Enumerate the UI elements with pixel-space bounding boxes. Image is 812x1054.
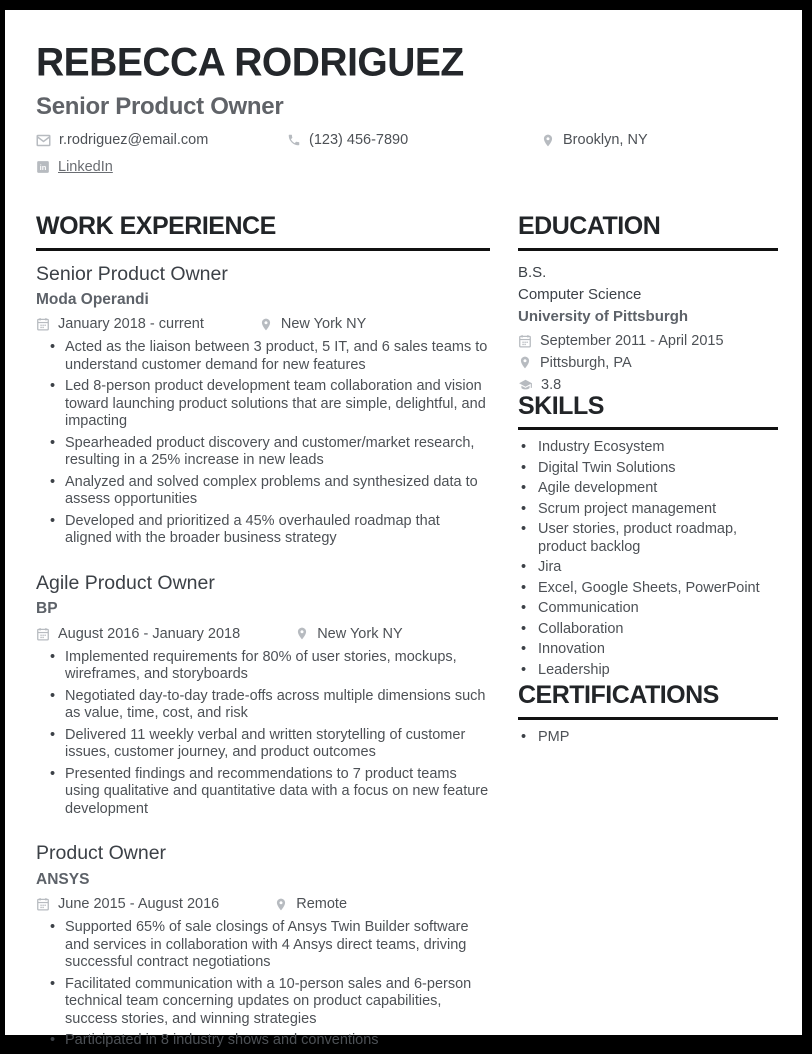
email-icon (36, 133, 51, 148)
job-dates-text: August 2016 - January 2018 (58, 625, 241, 642)
location-pin-icon (295, 626, 309, 641)
bullet-item: • Delivered 11 weekly verbal and written storytelling of customer issues, customer journey, and product outcomes (36, 727, 490, 762)
certification-item: • PMP (518, 729, 778, 747)
education-dates-text: September 2011 - April 2015 (540, 332, 724, 349)
skill-item: • User stories, product roadmap, product backlog (518, 521, 778, 556)
company-name: BP (36, 600, 58, 618)
job-location-text: Remote (296, 896, 348, 913)
sidebar-column (518, 213, 778, 1054)
education-entry (518, 262, 778, 393)
education-gpa-text: 3.8 (541, 376, 562, 393)
calendar-icon (36, 317, 50, 331)
resume-columns (36, 213, 802, 1054)
contact-phone-text: (123) 456-7890 (309, 132, 409, 148)
calendar-icon (36, 627, 50, 641)
bullet-item: • Supported 65% of sale closings of Ansys Twin Builder software and services in collaboration with 4 Ansys direct teams, driving successful contract negotiations (36, 919, 490, 972)
bullet-item: • Spearheaded product discovery and customer/market research, resulting in a 25% increase in new leads (36, 435, 490, 470)
linkedin-icon (36, 160, 50, 174)
svg-text:in: in (39, 163, 47, 173)
bullet-item: • Led 8-person product development team collaboration and vision toward launching product solutions that are simple, delightful, and impacting (36, 378, 490, 431)
work-experience-column (36, 213, 490, 1054)
bullet-item: • Negotiated day-to-day trade-offs across multiple dimensions such as value, time, cost, and risk (36, 688, 490, 723)
bullet-item: • Developed and prioritized a 45% overhauled roadmap that aligned with the broader business strategy (36, 513, 490, 548)
contact-location-text: Brooklyn, NY (563, 132, 648, 148)
bullet-item: • Facilitated communication with a 10-person sales and 6-person technical team concerning updates on product capabilities, success stories, and winning strategies (36, 976, 490, 1029)
resume-header (36, 40, 802, 175)
linkedin-link[interactable]: LinkedIn (58, 159, 113, 175)
company-name: Moda Operandi (36, 290, 149, 308)
job-dates-text: June 2015 - August 2016 (58, 896, 220, 913)
work-experience-heading: WORK EXPERIENCE (36, 213, 490, 251)
certifications-list (518, 729, 778, 747)
skill-item: • Communication (518, 600, 778, 618)
job-location (259, 316, 366, 332)
skills-heading: SKILLS (518, 393, 778, 431)
job-entry-moda-operandi (36, 263, 490, 548)
job-bullet-list (36, 649, 490, 819)
education-location-text: Pittsburgh, PA (540, 354, 632, 371)
phone-icon (287, 133, 301, 147)
job-title: Agile Product Owner (36, 571, 215, 594)
job-title: Product Owner (36, 842, 167, 865)
skill-item: • Jira (518, 559, 778, 577)
job-title: Senior Product Owner (36, 262, 228, 285)
job-meta (36, 896, 490, 912)
location-pin-icon (259, 317, 273, 332)
bullet-item: • Participated in 8 industry shows and conventions (36, 1032, 490, 1050)
education-dates (518, 333, 778, 349)
company-name: ANSYS (36, 870, 90, 888)
job-meta (36, 316, 490, 332)
skill-item: • Collaboration (518, 621, 778, 639)
job-location-text: New York NY (280, 316, 367, 333)
bullet-item: • Presented findings and recommendations to 7 product teams using qualitative and quantitative data with a focus on new feature development (36, 766, 490, 819)
job-location-text: New York NY (317, 625, 403, 642)
skills-list (518, 439, 778, 679)
bullet-item: • Implemented requirements for 80% of user stories, mockups, wireframes, and storyboards (36, 649, 490, 684)
resume-page (5, 10, 802, 1049)
candidate-title: Senior Product Owner (36, 93, 284, 120)
skill-item: • Leadership (518, 662, 778, 680)
job-bullet-list (36, 339, 490, 548)
calendar-icon (518, 334, 532, 348)
skill-item: • Digital Twin Solutions (518, 460, 778, 478)
job-location (274, 896, 347, 912)
location-pin-icon (541, 133, 555, 148)
skill-item: • Innovation (518, 641, 778, 659)
resume-content (5, 10, 802, 1054)
skill-item: • Scrum project management (518, 501, 778, 519)
education-school: University of Pittsburgh (518, 307, 689, 325)
job-location (295, 626, 402, 642)
education-location (518, 355, 778, 371)
certifications-heading: CERTIFICATIONS (518, 682, 778, 720)
job-meta (36, 626, 490, 642)
education-heading: EDUCATION (518, 213, 778, 251)
job-entry-ansys (36, 842, 490, 1049)
bullet-item: • Acted as the liaison between 3 product, 5 IT, and 6 sales teams to understand customer demand for new features (36, 339, 490, 374)
location-pin-icon (274, 897, 288, 912)
candidate-name: REBECCA RODRIGUEZ (36, 40, 464, 85)
job-dates (36, 316, 204, 332)
contact-location (541, 132, 648, 148)
education-field: Computer Science (518, 285, 642, 303)
job-bullet-list (36, 919, 490, 1050)
education-degree: B.S. (518, 263, 547, 281)
calendar-icon (36, 897, 50, 911)
skill-item: • Agile development (518, 480, 778, 498)
bullet-item: • Analyzed and solved complex problems and synthesized data to assess opportunities (36, 474, 490, 509)
contact-linkedin (36, 159, 113, 175)
job-dates (36, 626, 240, 642)
contact-row-2 (36, 159, 802, 175)
skill-item: • Excel, Google Sheets, PowerPoint (518, 580, 778, 598)
education-gpa (518, 377, 778, 393)
contact-email-text: r.rodriguez@email.com (59, 132, 209, 148)
skill-item: • Industry Ecosystem (518, 439, 778, 457)
job-entry-bp (36, 572, 490, 818)
location-pin-icon (518, 355, 532, 370)
job-dates (36, 896, 219, 912)
graduation-cap-icon (518, 378, 533, 392)
contact-phone (287, 132, 541, 148)
job-dates-text: January 2018 - current (58, 316, 204, 333)
contact-row (36, 132, 802, 148)
contact-email (36, 132, 287, 148)
